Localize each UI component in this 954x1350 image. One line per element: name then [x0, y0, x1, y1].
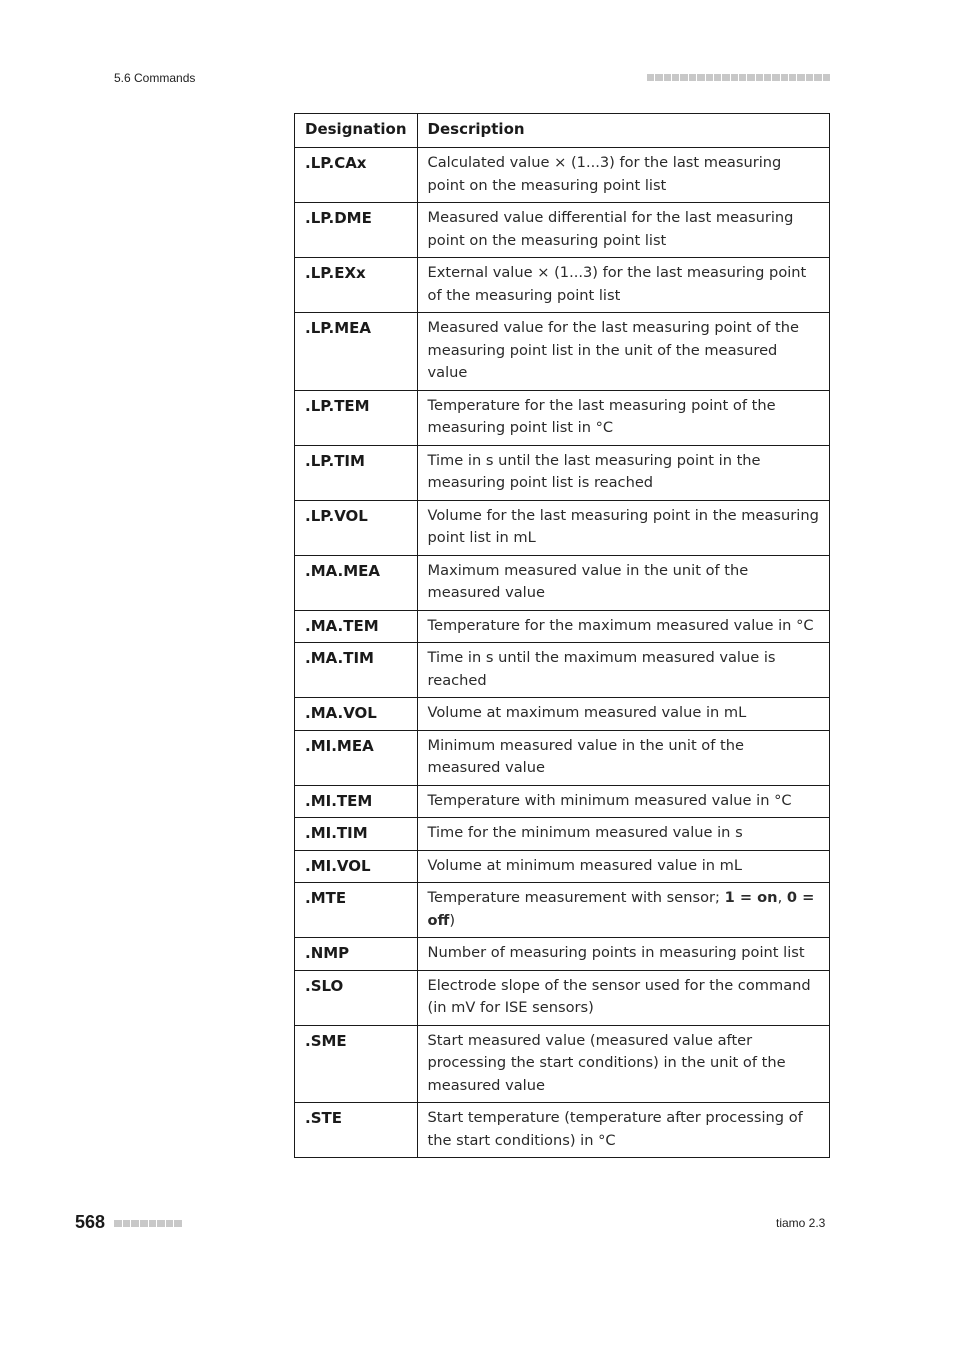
description-cell: Volume for the last measuring point in the measuring point list in mL: [417, 500, 829, 555]
description-cell: External value × (1...3) for the last measuring point of the measuring point list: [417, 258, 829, 313]
product-name: tiamo 2.3: [776, 1216, 826, 1230]
command-table: [294, 113, 830, 1158]
designation-cell: .STE: [295, 1103, 418, 1158]
decoration-square: [697, 74, 704, 81]
description-suffix: ): [449, 911, 456, 929]
decoration-square: [781, 74, 788, 81]
designation-cell: .LP.TIM: [295, 445, 418, 500]
table-row: [295, 1025, 830, 1103]
description-cell: Number of measuring points in measuring point list: [417, 938, 829, 971]
decoration-square: [806, 74, 813, 81]
description-cell: Temperature with minimum measured value in °C: [417, 785, 829, 818]
designation-cell: .MI.VOL: [295, 850, 418, 883]
table-row: [295, 730, 830, 785]
designation-cell: .MI.MEA: [295, 730, 418, 785]
column-header-designation: Designation: [295, 114, 418, 148]
decoration-square: [680, 74, 687, 81]
description-cell: Maximum measured value in the unit of the measured value: [417, 555, 829, 610]
footer-decoration: [114, 1220, 182, 1227]
description-cell: Minimum measured value in the unit of the measured value: [417, 730, 829, 785]
decoration-square: [797, 74, 804, 81]
table-row: [295, 313, 830, 391]
description-prefix: Temperature measurement with sensor;: [427, 889, 725, 906]
decoration-square: [706, 74, 713, 81]
decoration-square: [731, 74, 738, 81]
description-cell: Measured value differential for the last measuring point on the measuring point list: [417, 203, 829, 258]
decoration-square: [764, 74, 771, 81]
description-cell: Start measured value (measured value after processing the start conditions) in the unit of the measured value: [417, 1025, 829, 1103]
designation-cell: .LP.CAx: [295, 148, 418, 203]
decoration-square: [814, 74, 821, 81]
description-on: 1 = on: [724, 889, 778, 906]
decoration-square: [149, 1220, 157, 1227]
decoration-square: [123, 1220, 131, 1227]
table-row: [295, 203, 830, 258]
table-row: [295, 785, 830, 818]
table-row: [295, 445, 830, 500]
designation-cell: .LP.DME: [295, 203, 418, 258]
decoration-square: [714, 74, 721, 81]
table-row: [295, 938, 830, 971]
table-row: [295, 698, 830, 731]
description-sep: ,: [777, 889, 787, 906]
column-header-description: Description: [417, 114, 829, 148]
decoration-square: [114, 1220, 122, 1227]
description-cell: Time for the minimum measured value in s: [417, 818, 829, 851]
table-row: [295, 970, 830, 1025]
description-off: 0 = off: [427, 889, 815, 929]
decoration-square: [157, 1220, 165, 1227]
description-cell: Temperature for the maximum measured value in °C: [417, 610, 829, 643]
decoration-square: [664, 74, 671, 81]
decoration-square: [140, 1220, 148, 1227]
description-cell: Start temperature (temperature after processing of the start conditions) in °C: [417, 1103, 829, 1158]
description-cell: Time in s until the last measuring point in the measuring point list is reached: [417, 445, 829, 500]
table-row: [295, 1103, 830, 1158]
table-row: [295, 610, 830, 643]
table-row: [295, 850, 830, 883]
description-cell: Measured value for the last measuring point of the measuring point list in the unit of the measured value: [417, 313, 829, 391]
designation-cell: .SME: [295, 1025, 418, 1103]
decoration-square: [689, 74, 696, 81]
designation-cell: .LP.EXx: [295, 258, 418, 313]
decoration-square: [166, 1220, 174, 1227]
table-row: [295, 555, 830, 610]
page-number: 568: [75, 1212, 106, 1232]
table-row: [295, 883, 830, 938]
description-cell: [417, 883, 829, 938]
decoration-square: [789, 74, 796, 81]
decoration-square: [647, 74, 654, 81]
table-row: [295, 818, 830, 851]
table-row: [295, 643, 830, 698]
description-cell: Time in s until the maximum measured value is reached: [417, 643, 829, 698]
description-cell: Electrode slope of the sensor used for the command (in mV for ISE sensors): [417, 970, 829, 1025]
table-row: [295, 390, 830, 445]
decoration-square: [739, 74, 746, 81]
section-title: 5.6 Commands: [114, 71, 196, 85]
table-header-row: [295, 114, 830, 148]
designation-cell: .LP.VOL: [295, 500, 418, 555]
designation-cell: .MA.VOL: [295, 698, 418, 731]
designation-cell: .MA.TEM: [295, 610, 418, 643]
designation-cell: .MA.MEA: [295, 555, 418, 610]
table-row: [295, 148, 830, 203]
decoration-square: [722, 74, 729, 81]
designation-cell: .MA.TIM: [295, 643, 418, 698]
table-row: [295, 500, 830, 555]
table-row: [295, 258, 830, 313]
decoration-square: [747, 74, 754, 81]
designation-cell: .NMP: [295, 938, 418, 971]
designation-cell: .MI.TEM: [295, 785, 418, 818]
decoration-square: [756, 74, 763, 81]
header-decoration: [647, 74, 830, 81]
designation-cell: .LP.MEA: [295, 313, 418, 391]
decoration-square: [772, 74, 779, 81]
decoration-square: [672, 74, 679, 81]
description-cell: Volume at minimum measured value in mL: [417, 850, 829, 883]
decoration-square: [655, 74, 662, 81]
description-cell: Calculated value × (1...3) for the last measuring point on the measuring point list: [417, 148, 829, 203]
decoration-square: [823, 74, 830, 81]
designation-cell: .MI.TIM: [295, 818, 418, 851]
designation-cell: .SLO: [295, 970, 418, 1025]
decoration-square: [174, 1220, 182, 1227]
designation-cell: .LP.TEM: [295, 390, 418, 445]
decoration-square: [131, 1220, 139, 1227]
description-cell: Temperature for the last measuring point of the measuring point list in °C: [417, 390, 829, 445]
description-cell: Volume at maximum measured value in mL: [417, 698, 829, 731]
designation-cell: .MTE: [295, 883, 418, 938]
